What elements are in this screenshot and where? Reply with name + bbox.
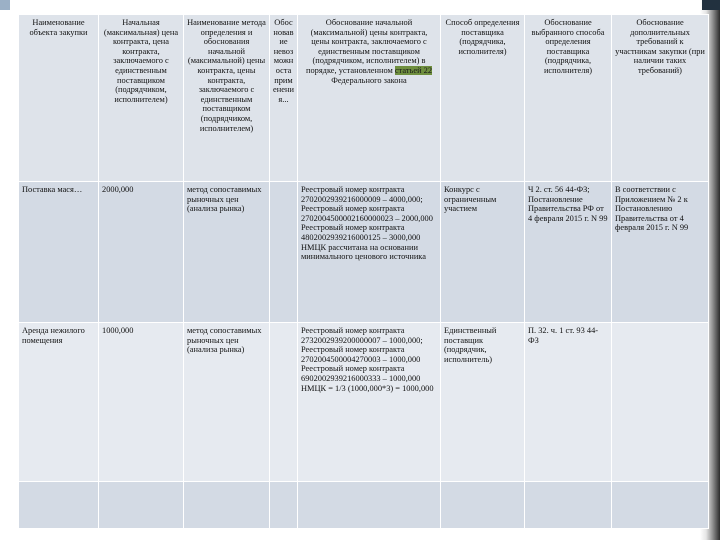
row-additional-requirements [612, 323, 709, 482]
empty-cell [19, 482, 99, 529]
header-impossibility: Обос новав ие невоз можн оста прим енени я... [270, 15, 298, 182]
row-supplier-method: Конкурс с ограниченным участием [441, 182, 525, 323]
empty-cell [184, 482, 270, 529]
row-price-justification: Реестровый номер контракта 2732002939200000007 – 1000,000; Реестровый номер контракта 2702004500004270003 – 1000,000 Реестровый номер контракта 6902002939216000333 – 1000,000 НМЦК = 1/3 (1000,000*3) = 1000,000 [298, 323, 441, 482]
table-row [19, 323, 709, 482]
row-price: 2000,000 [99, 182, 184, 323]
empty-cell [270, 482, 298, 529]
header-method: Наименование метода определения и обоснования начальной (максимальной) цены контракта, цены контракта, заключаемого с единственным поставщиком (подрядчиком, исполнителем) [184, 15, 270, 182]
header-price-justification: Обоснование начальной (максимальной) цены контракта, цены контракта, заключаемого с единственным поставщиком (подрядчиком, исполнителем) в порядке, установленном статьей 22 Федерального закона [298, 15, 441, 182]
empty-cell [525, 482, 612, 529]
row-impossibility [270, 323, 298, 482]
row-method-justification: Ч 2. ст. 56 44-ФЗ; Постановление Правительства РФ от 4 февраля 2015 г. N 99 [525, 182, 612, 323]
row-method-justification: П. 32. ч. 1 ст. 93 44-ФЗ [525, 323, 612, 482]
empty-cell [441, 482, 525, 529]
row-method: метод сопоставимых рыночных цен (анализа рынка) [184, 182, 270, 323]
procurement-table [18, 14, 709, 529]
row-supplier-method: Единственный поставщик (подрядчик, исполнитель) [441, 323, 525, 482]
header-additional-requirements: Обоснование дополнительных требований к участникам закупки (при наличии таких требований) [612, 15, 709, 182]
table-header-row [19, 15, 709, 182]
header-method-justification: Обоснование выбранного способа определения поставщика (подрядчика, исполнителя) [525, 15, 612, 182]
header-initial-price: Начальная (максимальная) цена контракта, цена контракта, заключаемого с единственным поставщиком (подрядчиком, исполнителем) [99, 15, 184, 182]
table-empty-row [19, 482, 709, 529]
slide-corner-accent-right [702, 0, 720, 10]
header-law-article-highlight: статьей 22 [394, 65, 433, 75]
table-row [19, 182, 709, 323]
empty-cell [298, 482, 441, 529]
row-object-name: Аренда нежилого помещения [19, 323, 99, 482]
row-additional-requirements: В соответствии с Приложением № 2 к Постановлению Правительства от 4 февраля 2015 г. N 99 [612, 182, 709, 323]
slide-corner-accent-left [0, 0, 10, 10]
header-supplier-method: Способ определения поставщика (подрядчика, исполнителя) [441, 15, 525, 182]
row-method: метод сопоставимых рыночных цен (анализа рынка) [184, 323, 270, 482]
empty-cell [612, 482, 709, 529]
row-impossibility [270, 182, 298, 323]
row-price-justification: Реестровый номер контракта 2702002939216000009 – 4000,000; Реестровый номер контракта 2702004500002160000023 – 2000,000 Реестровый номер контракта 4802002939216000125 – 3000,000 НМЦК рассчитана на основании минимального ценового источника [298, 182, 441, 323]
row-object-name: Поставка мася… [19, 182, 99, 323]
row-price: 1000,000 [99, 323, 184, 482]
header-object-name: Наименование объекта закупки [19, 15, 99, 182]
empty-cell [99, 482, 184, 529]
